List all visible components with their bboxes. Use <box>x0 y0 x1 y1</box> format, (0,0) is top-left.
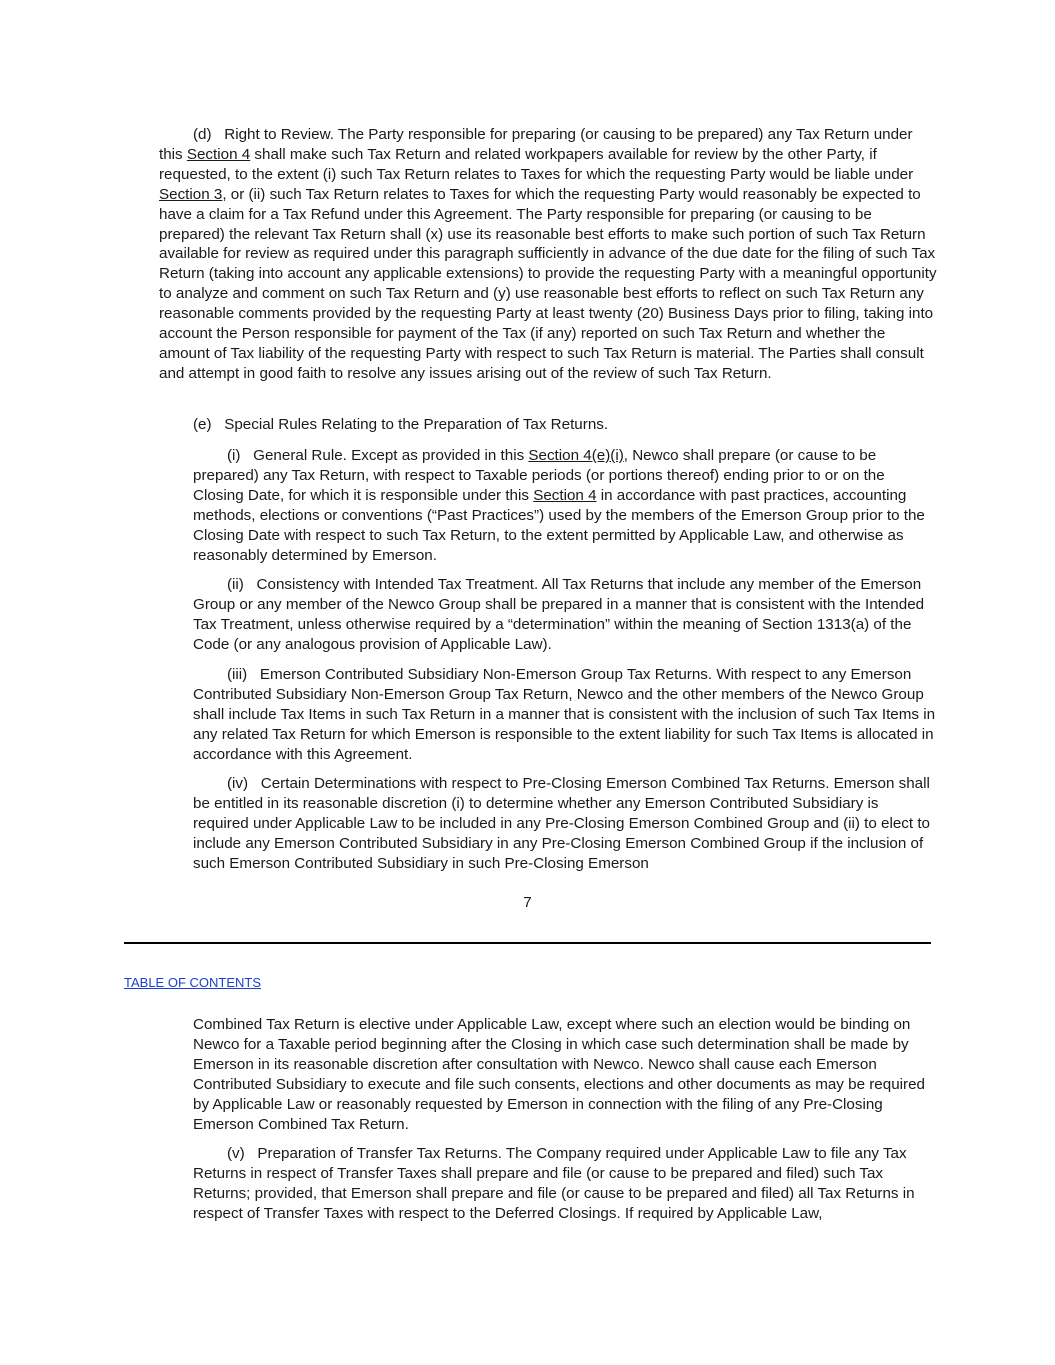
section-e-i-paragraph <box>193 446 938 565</box>
page-divider <box>124 942 931 944</box>
section-e-iv-label: (iv) <box>227 775 249 792</box>
section-e-iii-paragraph <box>193 665 938 765</box>
section-e-label: (e) <box>193 416 212 433</box>
section-d-text-3: , or (ii) such Tax Return relates to Taxes for which the requesting Party would reasonably be expected to have a claim for a Tax Refund under this Agreement. The Party responsible for preparing (or causing to be prepared) the relevant Tax Return shall (x) use its reasonable best efforts to make such portion of such Tax Return available for review as required under this paragraph sufficiently in advance of the due date for the filing of such Tax Return (taking into account any applicable extensions) to provide the requesting Party with a meaningful opportunity to analyze and comment on such Tax Return and (y) use reasonable best efforts to reflect on such Tax Return any reasonable comments provided by the requesting Party at least twenty (20) Business Days prior to filing, taking into account the Person responsible for payment of the Tax (if any) reported on such Tax Return and whether the amount of Tax liability of the requesting Party with respect to such Tax Return is material. The Parties shall consult and attempt in good faith to resolve any issues arising out of the review of such Tax Return. <box>159 185 937 382</box>
section-e-iv-continuation: Combined Tax Return is elective under Applicable Law, except where such an election would be binding on Newco for a Taxable period beginning after the Closing in which case such determination shall be made by Emerson in its reasonable discretion after consultation with Newco. Newco shall cause each Emerson Contributed Subsidiary to execute and file such consents, elections and other documents as may be required by Applicable Law or reasonably requested by Emerson in connection with the filing of any Pre-Closing Emerson Combined Tax Return. <box>193 1016 925 1133</box>
section-e-i-text-3: in accordance with past practices, accounting methods, elections or conventions (“Past Practices”) used by the members of the Emerson Group prior to the Closing Date with respect to such Tax Return, to the extent permitted by Applicable Law, and otherwise as reasonably determined by Emerson. <box>193 486 925 564</box>
section-e-i-text-2: , Newco shall prepare (or cause to be prepared) any Tax Return, with respect to Taxable periods (or portions thereof) ending prior to or on the Closing Date, for which it is responsible under this <box>193 447 885 504</box>
section-e-text: Special Rules Relating to the Preparation of Tax Returns. <box>224 416 609 433</box>
section-e-iv-text: Certain Determinations with respect to Pre-Closing Emerson Combined Tax Returns. Emerson shall be entitled in its reasonable discretion (i) to determine whether any Emerson Contributed Subsidiary is required under Applicable Law to be included in any Pre-Closing Emerson Combined Group and (ii) to elect to include any Emerson Contributed Subsidiary in any Pre-Closing Emerson Combined Group if the inclusion of such Emerson Contributed Subsidiary in such Pre-Closing Emerson <box>193 775 931 872</box>
section-3-reference: Section 3 <box>159 185 223 203</box>
section-4-reference-2: Section 4 <box>533 486 597 504</box>
section-e-iv-paragraph <box>193 774 938 874</box>
section-e-heading <box>159 415 939 435</box>
table-of-contents-link[interactable]: TABLE OF CONTENTS <box>124 975 261 990</box>
section-e-ii-paragraph <box>193 575 938 655</box>
section-e-iii-text: Emerson Contributed Subsidiary Non-Emerson Group Tax Returns. With respect to any Emerson Contributed Subsidiary Non-Emerson Group Tax Return, Newco and the other members of the Newco Group shall include Tax Items in such Tax Return in a manner that is consistent with the inclusion of such Tax Items in any related Tax Return for which Emerson is responsible to the extent liability for such Tax Items is allocated in accordance with this Agreement. <box>193 666 936 763</box>
section-d-text-2: shall make such Tax Return and related workpapers available for review by the other Party, if requested, to the extent (i) such Tax Return relates to Taxes for which the requesting Party would be liable under <box>159 145 914 183</box>
section-e-v-label: (v) <box>227 1145 245 1162</box>
section-e-v-text: Preparation of Transfer Tax Returns. The Company required under Applicable Law to file any Tax Returns in respect of Transfer Taxes shall prepare and file (or cause to be prepared and filed) such Tax Returns; provided, that Emerson shall prepare and file (or cause to be prepared and filed) all Tax Returns in respect of Transfer Taxes with respect to the Deferred Closings. If required by Applicable Law, <box>193 1145 915 1222</box>
section-4-reference: Section 4 <box>186 145 251 163</box>
section-d-label: (d) <box>193 126 212 143</box>
section-e-ii-label: (ii) <box>227 576 244 593</box>
section-d-paragraph <box>159 125 939 384</box>
section-e-i-label: (i) <box>227 447 241 464</box>
section-e-ii-text: Consistency with Intended Tax Treatment. All Tax Returns that include any member of the Emerson Group or any member of the Newco Group shall be prepared in a manner that is consistent with the Intended Tax Treatment, unless otherwise required by a “determination” within the meaning of Section 1313(a) of the Code (or any analogous provision of Applicable Law). <box>193 576 925 653</box>
section-d-text-1: Right to Review. The Party responsible for preparing (or causing to be prepared) any Tax Return under this <box>159 126 913 163</box>
section-e-iii-label: (iii) <box>227 666 248 683</box>
page-number: 7 <box>523 894 532 911</box>
section-e-v-paragraph <box>193 1144 938 1224</box>
section-4ei-reference: Section 4(e)(i) <box>528 447 624 464</box>
section-e-i-text-1: General Rule. Except as provided in this <box>253 447 529 464</box>
